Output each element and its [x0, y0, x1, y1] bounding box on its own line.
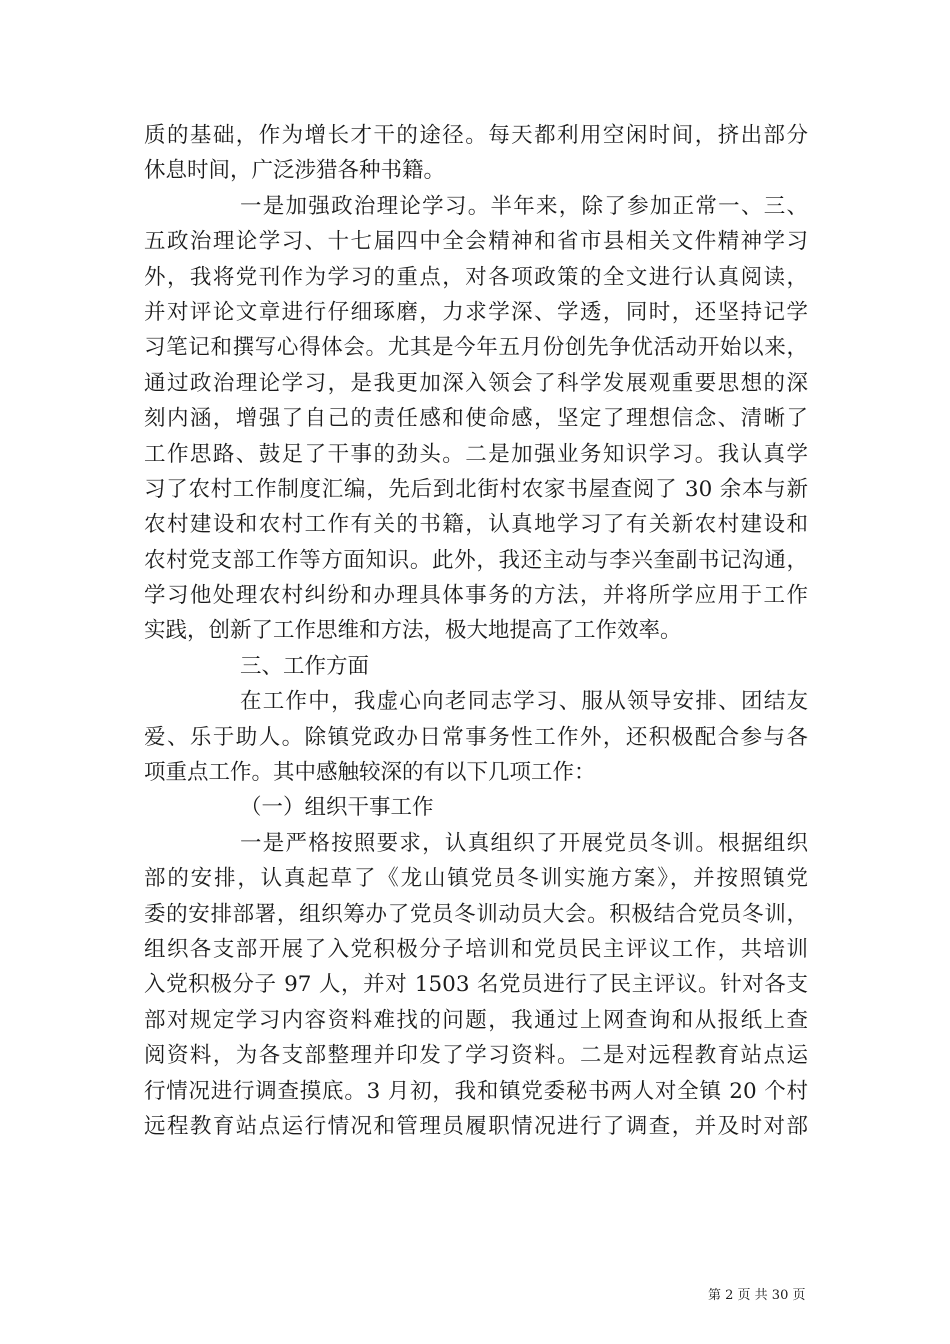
text-line: 部对规定学习内容资料难找的问题，我通过上网查询和从报纸上查 — [144, 1007, 808, 1033]
text-line: 三、工作方面 — [240, 653, 370, 679]
text-line: 五政治理论学习、十七届四中全会精神和省市县相关文件精神学习 — [144, 229, 808, 255]
text-line: 休息时间，广泛涉猎各种书籍。 — [144, 158, 446, 184]
text-line: 质的基础，作为增长才干的途径。每天都利用空闲时间，挤出部分 — [144, 123, 808, 148]
text-line: 工作思路、鼓足了干事的劲头。二是加强业务知识学习。我认真学 — [144, 441, 808, 467]
text-line: 农村党支部工作等方面知识。此外，我还主动与李兴奎副书记沟通， — [144, 547, 808, 573]
text-line: 通过政治理论学习，是我更加深入领会了科学发展观重要思想的深 — [144, 370, 808, 396]
text-line: 部的安排，认真起草了《龙山镇党员冬训实施方案》，并按照镇党 — [144, 866, 808, 892]
text-line: 实践，创新了工作思维和方法，极大地提高了工作效率。 — [144, 618, 682, 644]
text-line: 阅资料，为各支部整理并印发了学习资料。二是对远程教育站点运 — [144, 1043, 808, 1069]
text-line: 入党积极分子 97 人，并对 1503 名党员进行了民主评议。针对各支 — [144, 972, 808, 998]
text-line: 一是严格按照要求，认真组织了开展党员冬训。根据组织 — [240, 830, 808, 856]
text-line: 习了农村工作制度汇编，先后到北街村农家书屋查阅了 30 余本与新 — [144, 476, 808, 502]
text-line: 爱、乐于助人。除镇党政办日常事务性工作外，还积极配合参与各 — [144, 724, 808, 750]
text-line: 组织各支部开展了入党积极分子培训和党员民主评议工作，共培训 — [144, 936, 808, 962]
text-line: 学习他处理农村纠纷和办理具体事务的方法，并将所学应用于工作 — [144, 583, 808, 609]
text-line: 远程教育站点运行情况和管理员履职情况进行了调查，并及时对部 — [144, 1113, 808, 1139]
text-line: 委的安排部署，组织筹办了党员冬训动员大会。积极结合党员冬训， — [144, 901, 808, 927]
text-line: 并对评论文章进行仔细琢磨，力求学深、学透，同时，还坚持记学 — [144, 299, 808, 325]
text-line: 在工作中，我虚心向老同志学习、服从领导安排、团结友 — [240, 689, 808, 715]
text-line: 行情况进行调查摸底。3 月初，我和镇党委秘书两人对全镇 20 个村 — [144, 1078, 808, 1104]
page-number-footer: 第 2 页 共 30 页 — [708, 1288, 806, 1303]
document-body — [144, 118, 808, 1144]
text-line: 一是加强政治理论学习。半年来，除了参加正常一、三、 — [240, 193, 808, 219]
text-line: 习笔记和撰写心得体会。尤其是今年五月份创先争优活动开始以来， — [144, 335, 808, 361]
text-line: 外，我将党刊作为学习的重点，对各项政策的全文进行认真阅读， — [144, 264, 808, 290]
text-line: 刻内涵，增强了自己的责任感和使命感，坚定了理想信念、清晰了 — [144, 406, 808, 432]
text-line: （一）组织干事工作 — [240, 795, 434, 821]
text-line: 项重点工作。其中感触较深的有以下几项工作： — [144, 760, 596, 786]
text-line: 农村建设和农村工作有关的书籍，认真地学习了有关新农村建设和 — [144, 512, 808, 538]
